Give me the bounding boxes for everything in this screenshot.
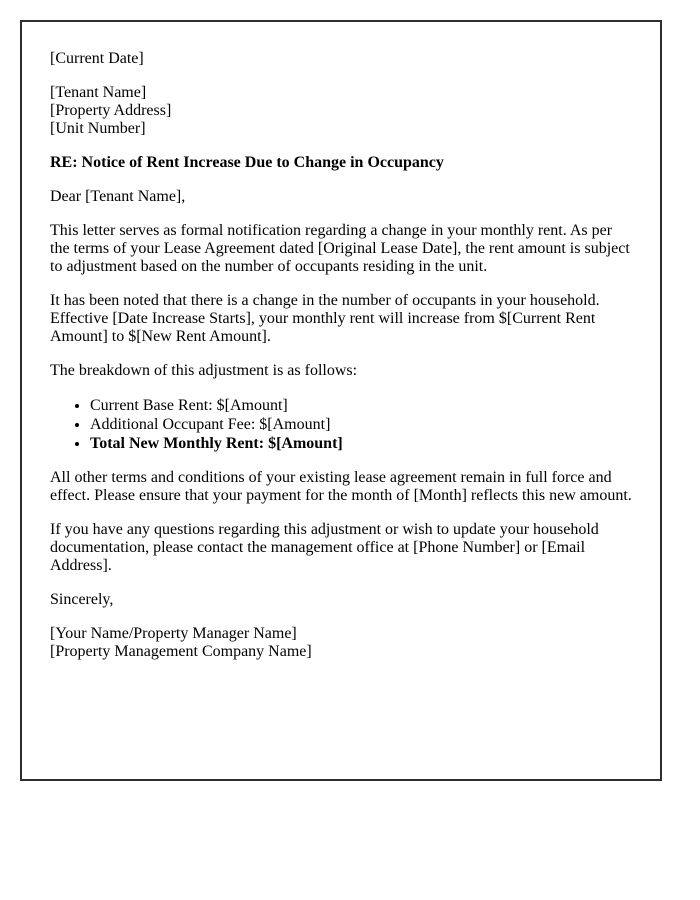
paragraph-notification: This letter serves as formal notification regarding a change in your monthly rent. As per the terms of your Lease Agreement dated [Original Lease Date], the rent amount is subject to adjustment based on the number of occupants residing in the unit. bbox=[50, 222, 630, 275]
breakdown-intro: The breakdown of this adjustment is as follows: bbox=[50, 362, 358, 379]
signature-name: [Your Name/Property Manager Name] bbox=[50, 625, 297, 642]
signature-company: [Property Management Company Name] bbox=[50, 643, 312, 660]
paragraph-contact: If you have any questions regarding this adjustment or wish to update your household documentation, please contact the management office at [Phone Number] or [Email Address]. bbox=[50, 521, 599, 574]
signature-block bbox=[50, 625, 632, 661]
salutation: Dear [Tenant Name], bbox=[50, 188, 186, 205]
closing: Sincerely, bbox=[50, 591, 114, 608]
breakdown-list bbox=[50, 396, 632, 453]
paragraph-terms: All other terms and conditions of your existing lease agreement remain in full force and effect. Please ensure that your payment for the month of [Month] reflects this new amount. bbox=[50, 469, 632, 504]
recipient-unit: [Unit Number] bbox=[50, 120, 146, 137]
recipient-address: [Property Address] bbox=[50, 102, 172, 119]
recipient-name: [Tenant Name] bbox=[50, 84, 147, 101]
breakdown-item-total: • Total New Monthly Rent: $[Amount] bbox=[90, 434, 632, 453]
subject-line: RE: Notice of Rent Increase Due to Change in Occupancy bbox=[50, 154, 444, 171]
date-line: [Current Date] bbox=[50, 50, 144, 67]
paragraph-occupancy-change: It has been noted that there is a change in the number of occupants in your household. Effective [Date Increase Starts], your monthly rent will increase from $[Current Rent Amount] to $[New Rent Amount]. bbox=[50, 292, 600, 345]
breakdown-item-occupant-fee: • Additional Occupant Fee: $[Amount] bbox=[90, 415, 632, 434]
letter-document bbox=[20, 20, 662, 781]
recipient-block bbox=[50, 84, 632, 138]
breakdown-item-base-rent: • Current Base Rent: $[Amount] bbox=[90, 396, 632, 415]
